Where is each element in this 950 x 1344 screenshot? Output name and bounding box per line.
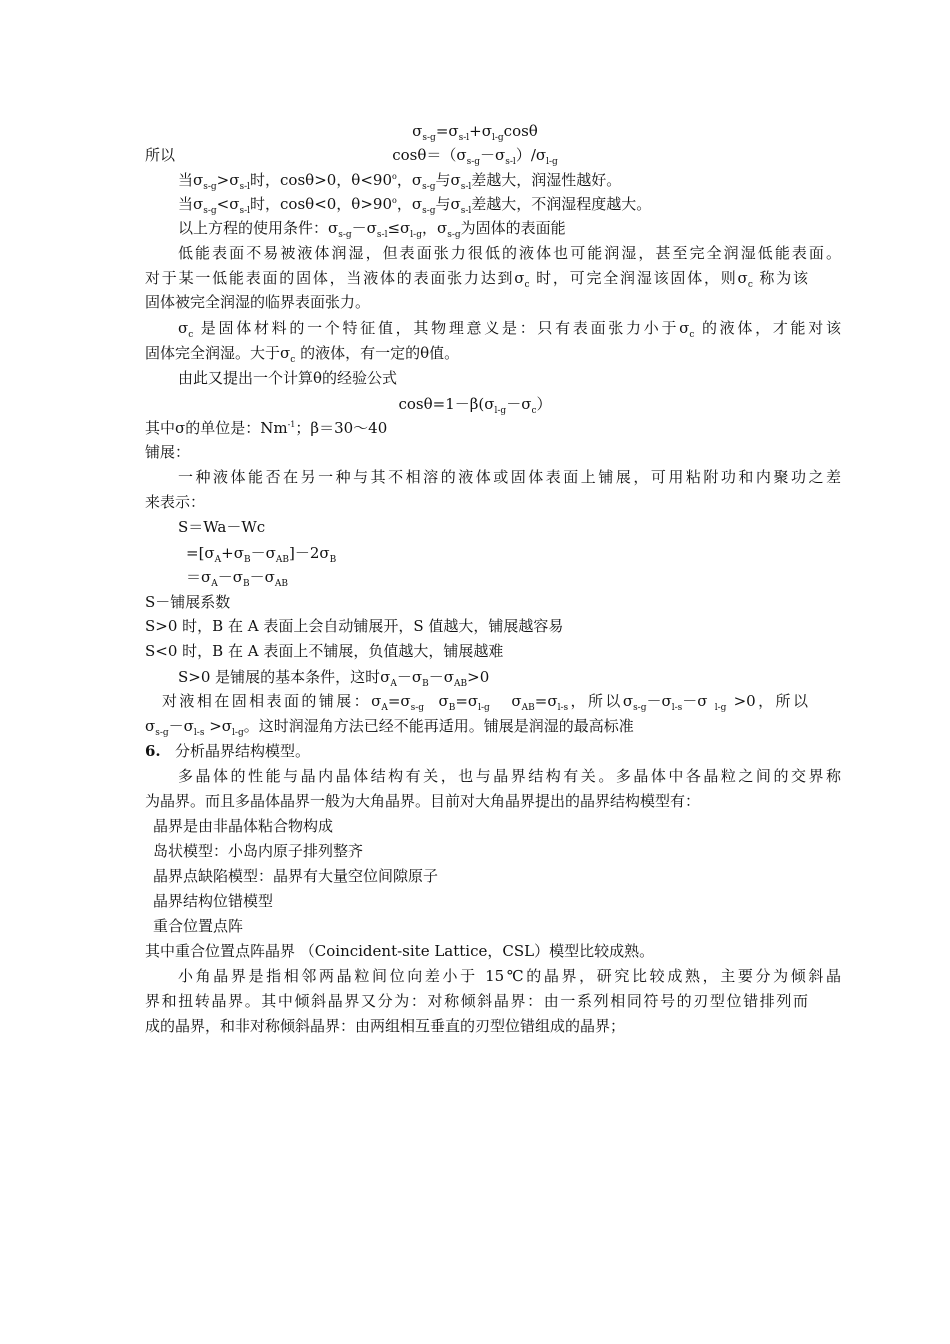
text-line-model-5: 重合位置点阵 xyxy=(153,917,244,935)
text-line-section-6: 6. 分析晶界结构模型。 xyxy=(145,742,310,760)
text-line-low-energy-2: 对于某一低能表面的固体，当液体的表面张力达到$\sigma_c$ 时，可完全润湿该固体，则$\sigma_c$ 称为该 xyxy=(145,269,808,290)
text-line-eq-empirical: $\cos\theta=1-\beta(\sigma_{l-g}-\sigma_c)$ xyxy=(398,395,552,416)
text-line-sigma-c-1: $\sigma_c$ 是固体材料的一个特征值，其物理意义是：只有表面张力小于$\sigma_c$ 的液体，才能对该 xyxy=(178,319,841,340)
text-line-gb-1: 多晶体的性能与晶内晶体结构有关，也与晶界结构有关。多晶体中各晶粒之间的交界称 xyxy=(178,767,841,785)
text-line-case-wet-better: 当$\sigma_{s-g}>\sigma_{s-l}$时，cosθ>0，$\theta<90^o$，$\sigma_{s-g}$与$\sigma_{s-l}$差越大，润湿性越好。 xyxy=(178,171,622,192)
text-line-low-energy-1: 低能表面不易被液体润湿，但表面张力很低的液体也可能润湿，甚至完全润湿低能表面。 xyxy=(178,244,841,262)
text-line-gb-2: 为晶界。而且多晶体晶界一般为大角晶界。目前对大角晶界提出的晶界结构模型有： xyxy=(145,792,701,810)
text-line-s-basic: S>0 是铺展的基本条件，这时$\sigma_A-\sigma_B-\sigma_{AB}>0$ xyxy=(178,668,490,689)
text-line-use-condition: 以上方程的使用条件：$\sigma_{s-g}-\sigma_{s-l}\le\sigma_{l-g}$，$\sigma_{s-g}$为固体的表面能 xyxy=(178,219,566,240)
text-line-s-negative: S<0 时，B 在 A 表面上不铺展，负值越大，铺展越难 xyxy=(145,642,504,660)
text-line-csl: 其中重合位置点阵晶界 （Coincident-site Lattice，CSL）模型比较成熟。 xyxy=(145,942,655,960)
text-line-model-1: 晶界是由非晶体粘合物构成 xyxy=(153,817,334,835)
text-line-small-angle-1: 小角晶界是指相邻两晶粒间位向差小于 15℃的晶界，研究比较成熟，主要分为倾斜晶 xyxy=(178,967,841,985)
text-line-spreading-2: 来表示： xyxy=(145,493,206,511)
text-line-eq-s1: S＝Wa－Wc xyxy=(178,518,266,536)
text-line-model-2: 岛状模型：小岛内原子排列整齐 xyxy=(153,842,364,860)
text-line-eq-s2: $=[\sigma_A+\sigma_B-\sigma_{AB}]-2\sigma_B$ xyxy=(186,544,337,565)
text-line-empirical-intro: 由此又提出一个计算θ的经验公式 xyxy=(178,369,398,387)
text-line-s-coef: S－铺展系数 xyxy=(145,593,231,611)
text-line-units: 其中σ的单位是：$Nm^{-1}$；β＝30～40 xyxy=(145,419,388,437)
text-line-s-positive: S>0 时，B 在 A 表面上会自动铺展开，S 值越大，铺展越容易 xyxy=(145,617,564,635)
text-line-sigma-c-2: 固体完全润湿。大于$\sigma_c$ 的液体，有一定的θ值。 xyxy=(145,344,460,365)
text-line-eq-s3: $=\sigma_A-\sigma_B-\sigma_{AB}$ xyxy=(186,568,288,589)
text-line-low-energy-3: 固体被完全润湿的临界表面张力。 xyxy=(145,293,371,311)
text-line-model-4: 晶界结构位错模型 xyxy=(153,892,274,910)
text-line-suoyi: 所以 xyxy=(145,146,176,164)
text-line-liquid-solid-1: 对液相在固相表面的铺展：$\sigma_A=\sigma_{s-g}$ $\sigma_B=\sigma_{l-g}$ $\sigma_{AB}=\sigma_{l-s}$，所以$\sigma_{s-g}-\sigma_{l-s}-\sigma$ $_{l-g}$ >0，所以 xyxy=(162,692,808,713)
text-line-liquid-solid-2: $\sigma_{s-g}-\sigma_{l-s} >\sigma_{l-g}$。这时润湿角方法已经不能再适用。铺展是润湿的最高标准 xyxy=(145,717,634,738)
text-line-small-angle-3: 成的晶界，和非对称倾斜晶界：由两组相互垂直的刃型位错组成的晶界； xyxy=(145,1017,626,1035)
text-line-eq-cos: $\cos\theta=(\sigma_{s-g}-\sigma_{s-l})/\sigma_{l-g}$ xyxy=(392,146,558,167)
text-line-eq-young: $\sigma_{s-g}=\sigma_{s-l}+\sigma_{l-g}\cos\theta$ xyxy=(412,122,538,143)
text-line-small-angle-2: 界和扭转晶界。其中倾斜晶界又分为：对称倾斜晶界：由一系列相同符号的刃型位错排列而 xyxy=(145,992,808,1010)
text-line-spreading-heading: 铺展： xyxy=(145,443,191,461)
text-line-model-3: 晶界点缺陷模型：晶界有大量空位间隙原子 xyxy=(153,867,439,885)
text-line-spreading-1: 一种液体能否在另一种与其不相溶的液体或固体表面上铺展，可用粘附功和内聚功之差 xyxy=(178,468,841,486)
text-line-case-wet-worse: 当$\sigma_{s-g}<\sigma_{s-l}$时，cosθ<0，$\theta>90^o$，$\sigma_{s-g}$与$\sigma_{s-l}$差越大，不润湿程度越大。 xyxy=(178,195,652,216)
